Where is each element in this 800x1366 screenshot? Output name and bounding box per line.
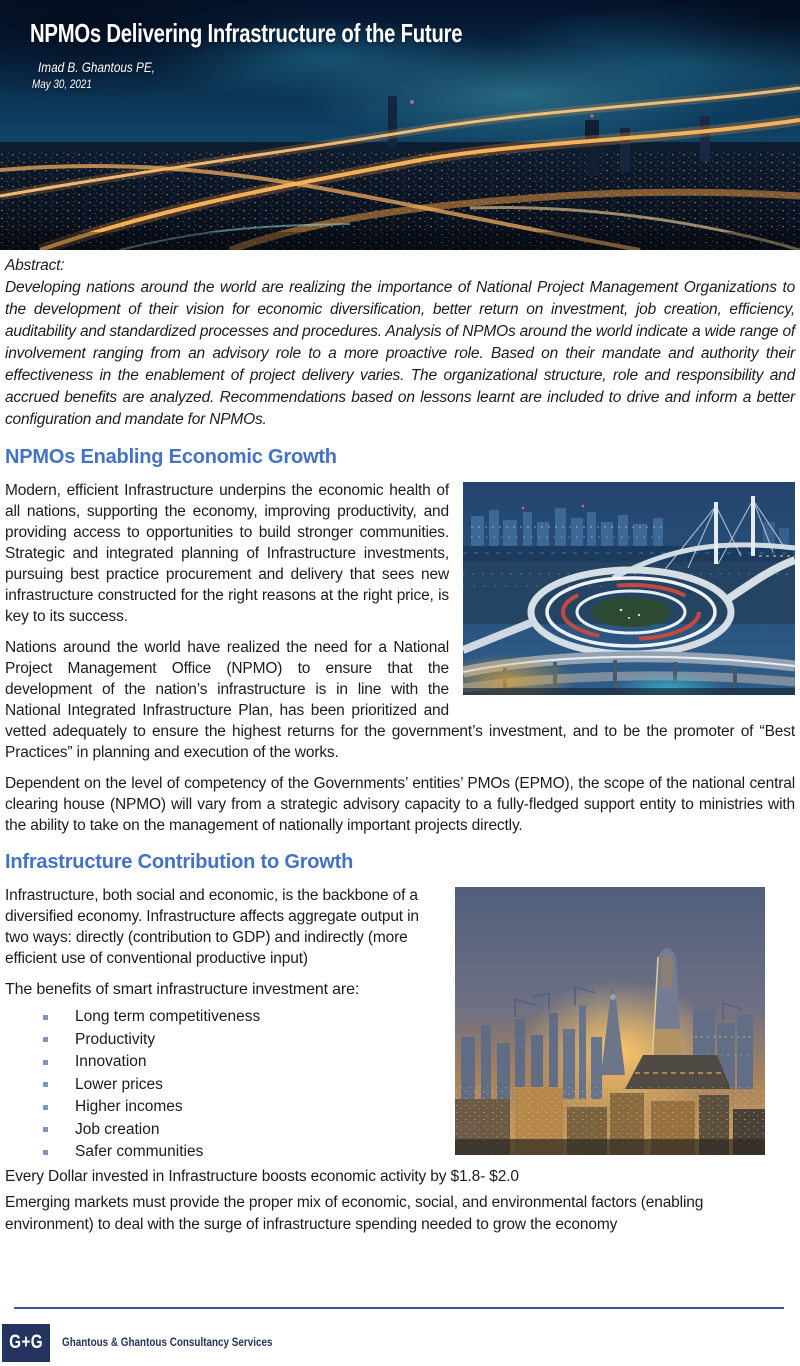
list-item-label: Safer communities (75, 1143, 204, 1160)
bullet-square-icon (43, 1127, 48, 1132)
section-heading-contribution: Infrastructure Contribution to Growth (5, 851, 354, 873)
bullet-square-icon (43, 1037, 48, 1042)
author-byline: Imad B. Ghantous PE, (38, 59, 156, 75)
interchange-photo-image (463, 482, 795, 695)
list-item-label: Higher incomes (75, 1098, 183, 1115)
paragraph-npmo-need: Nations around the world have realized the need for a National Project Management Office (NPMO) to ensure that the development of the nation’s infrastructure is in line with the National Integrated Infrastructure Plan, has been prioritized and vetted adequately to ensure the highest returns for the government’s investment, and to be the promoter of “Best Practices” in planning and execution of the works. (5, 639, 795, 761)
list-item-label: Productivity (75, 1030, 156, 1048)
header-banner (0, 0, 800, 250)
riyadh-skyline-image (455, 887, 765, 1155)
list-item (43, 1119, 441, 1142)
article-body (0, 250, 800, 1235)
emerging-markets-line: Emerging markets must provide the proper mix of economic, social, and environmental factors (enabling environment) to deal with the surge of infrastructure spending needed to grow the economy (5, 1194, 704, 1233)
publish-date: May 30, 2021 (32, 79, 92, 91)
list-item-label: Lower prices (75, 1075, 163, 1093)
dollar-impact-line: Every Dollar invested in Infrastructure boosts economic activity by $1.8- $2.0 (5, 1167, 519, 1185)
abstract-label: Abstract: (5, 257, 65, 274)
list-item-label: Innovation (75, 1053, 147, 1070)
list-item (43, 1074, 441, 1097)
list-item (43, 1096, 441, 1119)
riyadh-skyline-photo (455, 887, 765, 1155)
interchange-photo (463, 482, 795, 695)
list-item-label: Job creation (75, 1120, 160, 1138)
bullet-square-icon (43, 1015, 48, 1020)
page-title: NPMOs Delivering Infrastructure of the Future (30, 18, 463, 48)
benefits-intro: The benefits of smart infrastructure investment are: (5, 981, 360, 998)
abstract-section (5, 255, 795, 431)
bullet-square-icon (43, 1082, 48, 1087)
footer-divider (14, 1307, 784, 1309)
list-item (43, 1051, 441, 1074)
bullet-square-icon (43, 1150, 48, 1155)
list-item-label: Long term competitiveness (75, 1008, 261, 1025)
paragraph-infrastructure-backbone: Infrastructure, both social and economic, is the backbone of a diversified economy. Infrastructure affects aggregate output in two ways: directly (contribution to GDP) and indirectly (more efficient use of conventional productive input) (5, 887, 419, 967)
bullet-square-icon (43, 1060, 48, 1065)
company-name: Ghantous & Ghantous Consultancy Services (62, 1337, 273, 1349)
list-item (43, 1029, 441, 1052)
bullet-square-icon (43, 1105, 48, 1110)
paragraph-npmo-scope: Dependent on the level of competency of the Governments’ entities’ PMOs (EPMO), the scope of the national central clearing house (NPMO) will vary from a strategic advisory capacity to a fully-fledged support entity to ministries with the ability to take on the management of nationally important projects directly. (5, 775, 795, 834)
header-text-overlay (30, 18, 584, 91)
abstract-body: Developing nations around the world are realizing the importance of National Project Management Organizations to the development of their vision for economic diversification, better return on investment, job creation, efficiency, auditability and standardized processes and procedures. Analysis of NPMOs around the world indicate a wide range of involvement ranging from an advisory role to a more proactive role. Based on their mandate and authority their effectiveness in the enablement of project delivery varies. The organizational structure, role and responsibility and accrued benefits are analyzed. Recommendations based on lessons learnt are included to drive and inform a better configuration and mandate for NPMOs. (5, 279, 795, 428)
gg-logo-text: G+G (9, 1332, 43, 1353)
paragraph-modern-infrastructure: Modern, efficient Infrastructure underpins the economic health of all nations, supporting the economy, improving productivity, and providing access to opportunities to build stronger communities. Strategic and integrated planning of Infrastructure investments, pursuing best practice procurement and delivery that sees new infrastructure constructed for the right reasons at the right price, is key to its success. (5, 482, 449, 625)
list-item (43, 1141, 441, 1164)
gg-logo (2, 1324, 50, 1362)
section-heading-economic-growth: NPMOs Enabling Economic Growth (5, 446, 337, 468)
list-item (43, 1006, 441, 1029)
